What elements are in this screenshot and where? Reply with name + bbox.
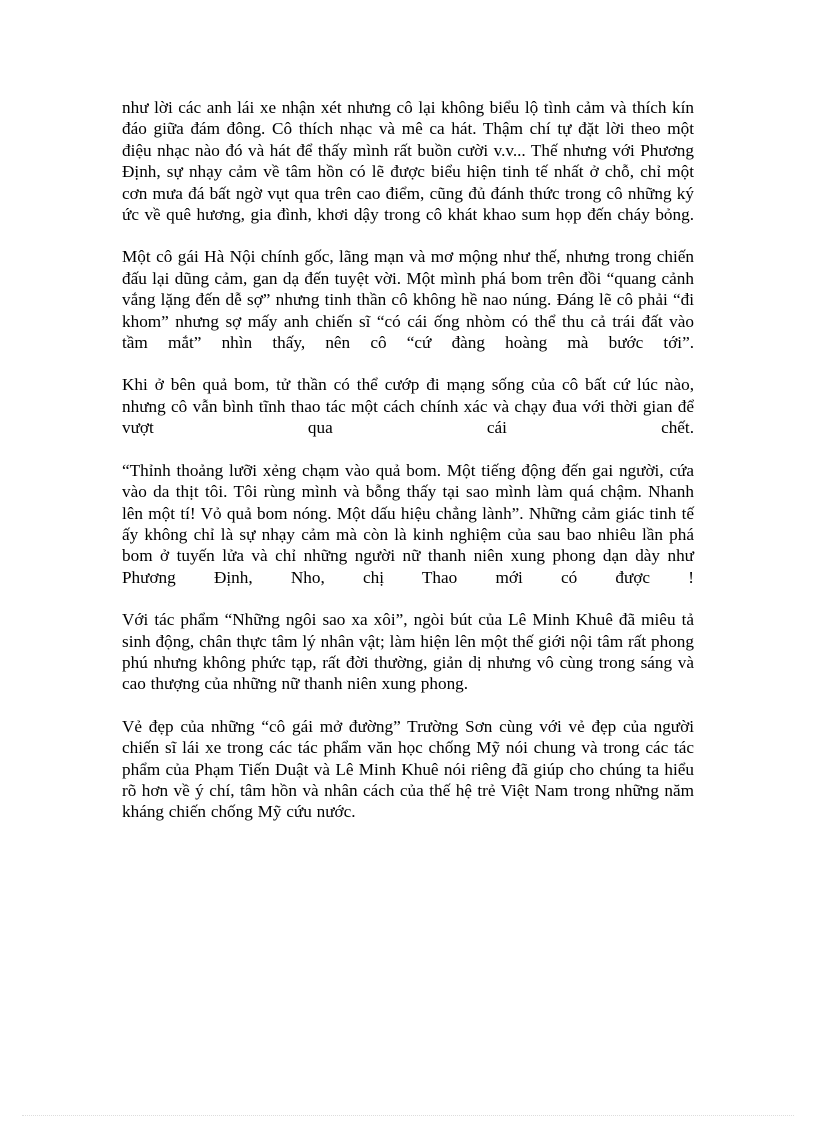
paragraph-6: Vẻ đẹp của những “cô gái mở đường” Trường Sơn cùng với vẻ đẹp của người chiến sĩ lái xe trong các tác phẩm văn học chống Mỹ nói chung và trong các tác phẩm của Phạm Tiến Duật và Lê Minh Khuê nói riêng đã giúp cho chúng ta hiểu rõ hơn về ý chí, tâm hồn và nhân cách của thế hệ trẻ Việt Nam trong những năm kháng chiến chống Mỹ cứu nước. xyxy=(122,716,694,822)
paragraph-4: “Thỉnh thoảng lưỡi xẻng chạm vào quả bom. Một tiếng động đến gai người, cứa vào da thịt tôi. Tôi rùng mình và bỗng thấy tại sao mình làm quá chậm. Nhanh lên một tí! Vỏ quả bom nóng. Một dấu hiệu chẳng lành”. Những cảm giác tinh tế ấy không chỉ là sự nhạy cảm mà còn là kinh nghiệm của sau bao nhiêu lần phá bom ở tuyến lửa và chỉ những người nữ thanh niên xung phong dạn dày như Phương Định, Nho, chị Thao mới có được ! xyxy=(122,460,694,587)
paragraph-5: Với tác phẩm “Những ngôi sao xa xôi”, ngòi bút của Lê Minh Khuê đã miêu tả sinh động, chân thực tâm lý nhân vật; làm hiện lên một thế giới nội tâm rất phong phú nhưng không phức tạp, rất đời thường, giản dị nhưng vô cùng trong sáng và cao thượng của những nữ thanh niên xung phong. xyxy=(122,610,694,694)
paragraph-3: Khi ở bên quả bom, tử thần có thể cướp đi mạng sống của cô bất cứ lúc nào, nhưng cô vẫn bình tĩnh thao tác một cách chính xác và chạy đua với thời gian để vượt qua cái chết. xyxy=(122,375,694,438)
page-bottom-divider xyxy=(22,1115,794,1116)
paragraph-2: Một cô gái Hà Nội chính gốc, lãng mạn và mơ mộng như thế, nhưng trong chiến đấu lại dũng cảm, gan dạ đến tuyệt vời. Một mình phá bom trên đồi “quang cảnh vắng lặng đến dễ sợ” nhưng tinh thần cô không hề nao núng. Đáng lẽ cô phải “đi khom” nhưng sợ mấy anh chiến sĩ “có cái ống nhòm có thể thu cả trái đất vào tầm mắt” nhìn thấy, nên cô “cứ đàng hoàng mà bước tới”. xyxy=(122,247,694,353)
paragraph-1: như lời các anh lái xe nhận xét nhưng cô lại không biểu lộ tình cảm và thích kín đáo giữa đám đông. Cô thích nhạc và mê ca hát. Thậm chí tự đặt lời theo một điệu nhạc nào đó và hát để thấy mình rất buồn cười v.v... Thế nhưng với Phương Định, sự nhạy cảm về tâm hồn có lẽ được biểu hiện tinh tế nhất ở chỗ, chỉ một cơn mưa đá bất ngờ vụt qua trên cao điểm, cũng đủ đánh thức trong cô những ký ức về quê hương, gia đình, khơi dậy trong cô khát khao sum họp đến cháy bỏng. xyxy=(122,98,694,225)
document-body xyxy=(122,97,694,844)
